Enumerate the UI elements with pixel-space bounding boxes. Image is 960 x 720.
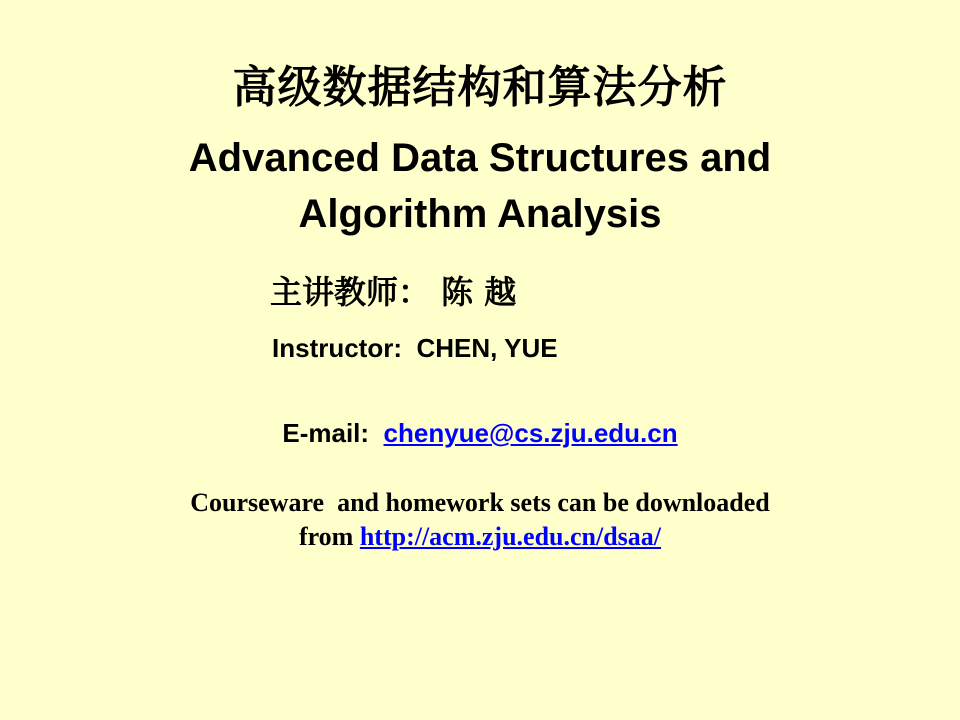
- courseware-url-link[interactable]: http://acm.zju.edu.cn/dsaa/: [359, 522, 662, 551]
- email-link[interactable]: chenyue@cs.zju.edu.cn: [383, 418, 678, 448]
- email-line: [0, 415, 960, 451]
- email-label: E-mail:: [282, 418, 384, 448]
- slide-title-chinese: 高级数据结构和算法分析: [232, 62, 728, 113]
- courseware-line: Courseware and homework sets can be downloaded: [190, 488, 770, 517]
- instructor-chinese: 主讲教师： 陈 越: [270, 273, 517, 311]
- courseware-from-label: from: [298, 522, 360, 551]
- courseware-note: [0, 486, 960, 554]
- courseware-from-line: [0, 520, 960, 554]
- slide-title-english: Advanced Data Structures and Algorithm Analysis: [188, 136, 772, 236]
- instructor-english: Instructor: CHEN, YUE: [272, 333, 558, 363]
